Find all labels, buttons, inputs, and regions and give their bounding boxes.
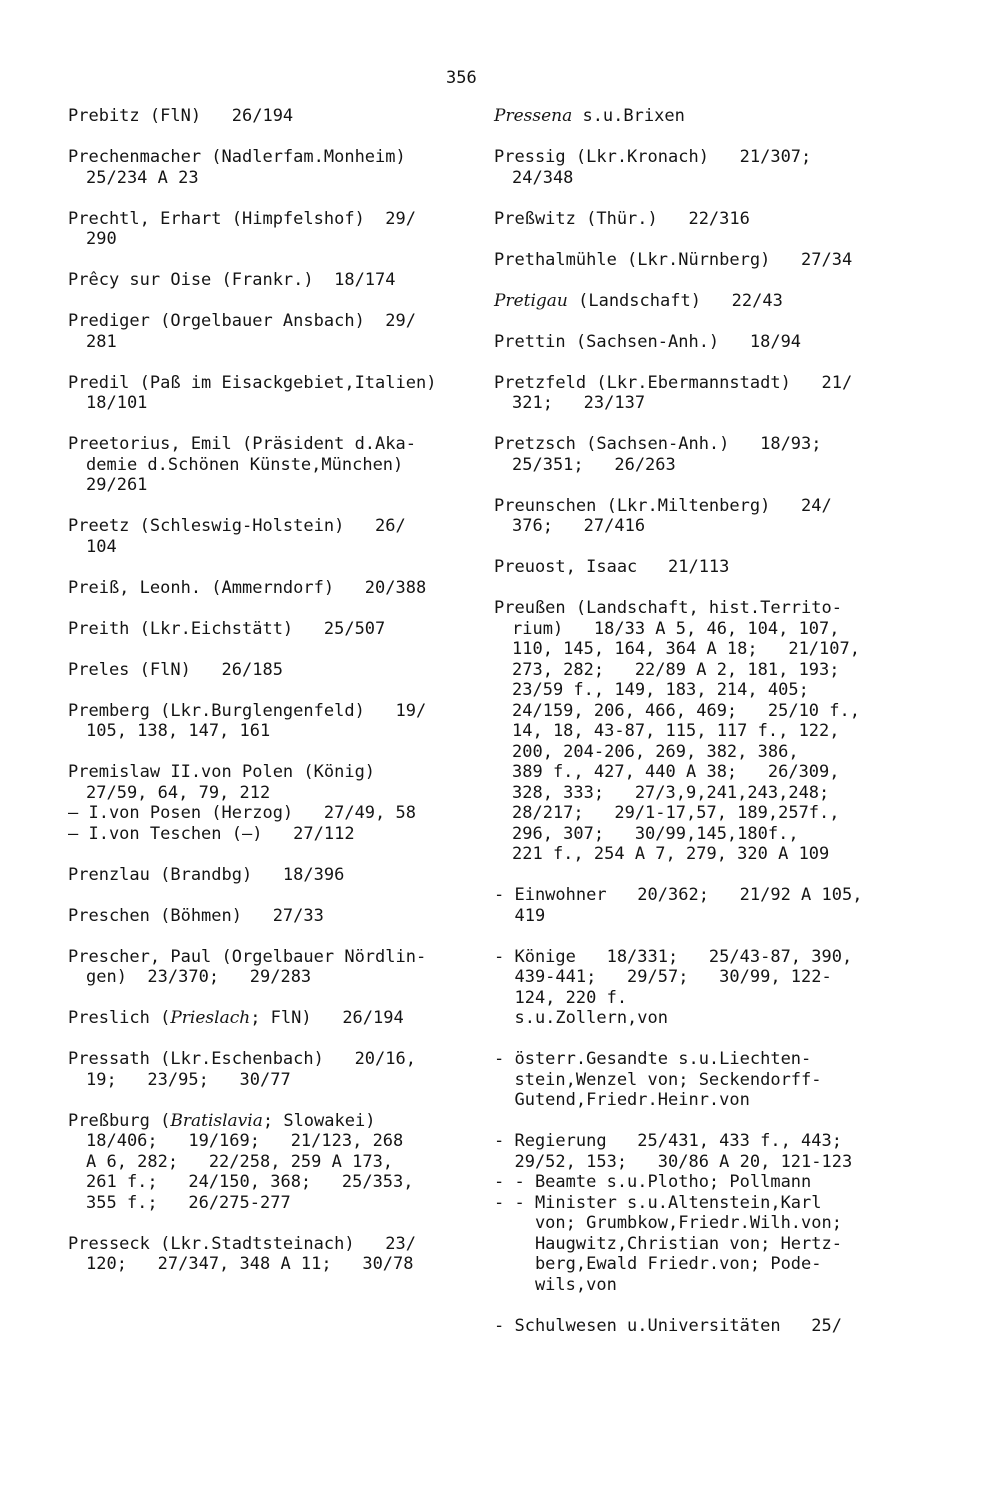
entry-continuation-line: 296, 307; 30/99,145,180f., (512, 823, 799, 844)
entry-continuation-line: 200, 204-206, 269, 382, 386, (512, 741, 799, 762)
index-entry (494, 209, 884, 230)
entry-continuation-line: 439-441; 29/57; 30/99, 122- (494, 967, 832, 987)
entry-continuation-line: s.u.Zollern,von (494, 1008, 668, 1028)
entry-heading-line: Predil (Paß im Eisackgebiet,Italien) (68, 372, 437, 393)
entry-heading-line: Prechtl, Erhart (Himpfelshof) 29/ (68, 208, 416, 229)
entry-continuation-line: 328, 333; 27/3,9,241,243,248; (512, 782, 830, 803)
entry-heading-line: Preuost, Isaac 21/113 (494, 557, 730, 577)
index-entry (68, 1008, 468, 1029)
index-entry (68, 1234, 468, 1275)
entry-continuation-line: 321; 23/137 (512, 393, 646, 413)
entry-heading-line: Prettin (Sachsen-Anh.) 18/94 (494, 331, 802, 352)
entry-heading-line: Preiß, Leonh. (Ammerndorf) 20/388 (68, 577, 427, 598)
entry-continuation-line: 290 (86, 229, 117, 249)
entry-heading-line: Pretigau (Landschaft) 22/43 (494, 290, 783, 311)
entry-continuation-line: 23/59 f., 149, 183, 214, 405; (512, 680, 809, 700)
index-column-left (68, 106, 468, 1295)
entry-continuation-line: 25/234 A 23 (86, 167, 199, 188)
index-entry (68, 516, 468, 557)
entry-continuation-line: Gutend,Friedr.Heinr.von (494, 1090, 750, 1110)
entry-heading-line: Preßburg (Bratislavia; Slowakei) (68, 1110, 376, 1131)
entry-heading-line: Premberg (Lkr.Burglengenfeld) 19/ (68, 700, 427, 721)
entry-heading-line: Pretzsch (Sachsen-Anh.) 18/93; (494, 434, 822, 454)
entry-continuation-line: stein,Wenzel von; Seckendorff- (494, 1069, 822, 1090)
entry-heading-line: Prescher, Paul (Orgelbauer Nördlin- (68, 946, 427, 967)
italic-term: Bratislavia (170, 1110, 263, 1131)
index-entry (68, 106, 468, 127)
index-entry (68, 701, 468, 742)
entry-heading-line: Preslich (Prieslach; FlN) 26/194 (68, 1008, 404, 1028)
entry-continuation-line: 14, 18, 43-87, 115, 117 f., 122, (512, 721, 840, 741)
entry-heading-line: Preußen (Landschaft, hist.Territo- (494, 598, 842, 618)
entry-continuation-line: von; Grumbkow,Friedr.Wilh.von; (494, 1213, 842, 1233)
entry-continuation-line: demie d.Schönen Künste,München) (86, 454, 404, 475)
entry-heading-line: Pressath (Lkr.Eschenbach) 20/16, (68, 1049, 416, 1069)
entry-heading-line: Prenzlau (Brandbg) 18/396 (68, 864, 345, 885)
entry-continuation-line: 24/159, 206, 466, 469; 25/10 f., (512, 700, 860, 721)
entry-heading-line: Preith (Lkr.Eichstätt) 25/507 (68, 618, 386, 639)
entry-heading-line: Preßwitz (Thür.) 22/316 (494, 208, 750, 229)
entry-heading-line: - Einwohner 20/362; 21/92 A 105, (494, 885, 863, 905)
entry-continuation-line: 28/217; 29/1-17,57, 189,257f., (512, 803, 840, 823)
index-entry (494, 1316, 884, 1337)
entry-continuation-line: 221 f., 254 A 7, 279, 320 A 109 (512, 844, 830, 864)
index-entry (494, 1049, 884, 1111)
entry-continuation-line: berg,Ewald Friedr.von; Pode- (494, 1254, 822, 1274)
entry-continuation-line: 104 (86, 536, 117, 557)
index-entry (494, 496, 884, 537)
entry-continuation-line: 419 (494, 905, 546, 926)
index-entry (68, 906, 468, 927)
entry-continuation-line: 110, 145, 164, 364 A 18; 21/107, (512, 639, 860, 659)
entry-continuation-line: 18/101 (86, 393, 148, 413)
entry-continuation-line: 25/351; 26/263 (512, 454, 676, 475)
index-entry (68, 434, 468, 496)
entry-continuation-line: 19; 23/95; 30/77 (86, 1069, 291, 1090)
entry-heading-line: Presseck (Lkr.Stadtsteinach) 23/ (68, 1233, 416, 1254)
index-entry (494, 434, 884, 475)
entry-continuation-line: gen) 23/370; 29/283 (86, 967, 312, 987)
entry-continuation-line: 261 f.; 24/150, 368; 25/353, (86, 1172, 414, 1192)
index-entry (494, 947, 884, 1029)
index-entry (68, 270, 468, 291)
italic-term: Pressena (494, 106, 573, 126)
index-entry (494, 1131, 884, 1295)
entry-heading-line: Preschen (Böhmen) 27/33 (68, 905, 324, 926)
index-entry (68, 660, 468, 681)
entry-continuation-line: 27/59, 64, 79, 212 (86, 782, 271, 803)
entry-continuation-line: 24/348 (512, 167, 574, 188)
index-entry (494, 373, 884, 414)
entry-heading-line: Prebitz (FlN) 26/194 (68, 106, 294, 126)
entry-continuation-line: - - Minister s.u.Altenstein,Karl (494, 1192, 822, 1213)
entry-continuation-line: 389 f., 427, 440 A 38; 26/309, (512, 762, 840, 782)
index-entry (68, 373, 468, 414)
entry-continuation-line: 105, 138, 147, 161 (86, 721, 271, 741)
entry-heading-line: Prediger (Orgelbauer Ansbach) 29/ (68, 311, 416, 331)
index-entry (68, 947, 468, 988)
entry-continuation-line: A 6, 282; 22/258, 259 A 173, (86, 1151, 394, 1172)
index-entry (68, 147, 468, 188)
entry-heading-line: Prêcy sur Oise (Frankr.) 18/174 (68, 270, 396, 290)
entry-continuation-line: 29/261 (86, 475, 148, 495)
entry-continuation-line: — I.von Posen (Herzog) 27/49, 58 (68, 803, 416, 823)
index-entry (68, 1049, 468, 1090)
entry-heading-line: - Regierung 25/431, 433 f., 443; (494, 1131, 842, 1151)
italic-term: Pretigau (494, 290, 568, 311)
index-entry (494, 250, 884, 271)
entry-heading-line: Preetz (Schleswig-Holstein) 26/ (68, 516, 406, 536)
entry-heading-line: Premislaw II.von Polen (König) (68, 762, 376, 782)
index-entry (494, 147, 884, 188)
index-entry (68, 311, 468, 352)
index-entry (494, 291, 884, 312)
index-entry (68, 865, 468, 886)
entry-continuation-line: 120; 27/347, 348 A 11; 30/78 (86, 1254, 414, 1274)
entry-continuation-line: - - Beamte s.u.Plotho; Pollmann (494, 1172, 812, 1192)
index-entry (68, 209, 468, 250)
italic-term: Prieslach (170, 1008, 251, 1028)
index-column-right (494, 106, 884, 1357)
page-number: 356 (446, 68, 477, 88)
index-entry (494, 106, 884, 127)
entry-heading-line: Preunschen (Lkr.Miltenberg) 24/ (494, 495, 832, 516)
entry-heading-line: Pressig (Lkr.Kronach) 21/307; (494, 147, 812, 167)
entry-continuation-line: Haugwitz,Christian von; Hertz- (494, 1233, 842, 1254)
entry-heading-line: Pretzfeld (Lkr.Ebermannstadt) 21/ (494, 372, 853, 393)
entry-heading-line: Prechenmacher (Nadlerfam.Monheim) (68, 147, 406, 167)
entry-continuation-line: 18/406; 19/169; 21/123, 268 (86, 1131, 404, 1151)
entry-heading-line: - Könige 18/331; 25/43-87, 390, (494, 946, 853, 967)
entry-continuation-line: 355 f.; 26/275-277 (86, 1192, 291, 1213)
entry-heading-line: Preetorius, Emil (Präsident d.Aka- (68, 434, 416, 454)
index-entry (68, 578, 468, 599)
entry-heading-line: - österr.Gesandte s.u.Liechten- (494, 1049, 812, 1069)
entry-continuation-line: 273, 282; 22/89 A 2, 181, 193; (512, 659, 840, 680)
entry-continuation-line: 376; 27/416 (512, 516, 646, 536)
entry-continuation-line: 281 (86, 331, 117, 352)
entry-continuation-line: 124, 220 f. (494, 987, 628, 1008)
entry-heading-line: Pressena s.u.Brixen (494, 106, 685, 126)
index-entry (68, 762, 468, 844)
entry-heading-line: - Schulwesen u.Universitäten 25/ (494, 1315, 842, 1336)
index-entry (494, 598, 884, 865)
entry-heading-line: Preles (FlN) 26/185 (68, 659, 283, 680)
entry-continuation-line: 29/52, 153; 30/86 A 20, 121-123 (494, 1151, 853, 1172)
entry-continuation-line: rium) 18/33 A 5, 46, 104, 107, (512, 618, 840, 639)
index-entry (68, 619, 468, 640)
entry-heading-line: Prethalmühle (Lkr.Nürnberg) 27/34 (494, 249, 853, 270)
index-entry (68, 1111, 468, 1214)
entry-continuation-line: — I.von Teschen (—) 27/112 (68, 823, 355, 844)
index-entry (494, 557, 884, 578)
index-entry (494, 332, 884, 353)
entry-continuation-line: wils,von (494, 1274, 617, 1295)
index-entry (494, 885, 884, 926)
